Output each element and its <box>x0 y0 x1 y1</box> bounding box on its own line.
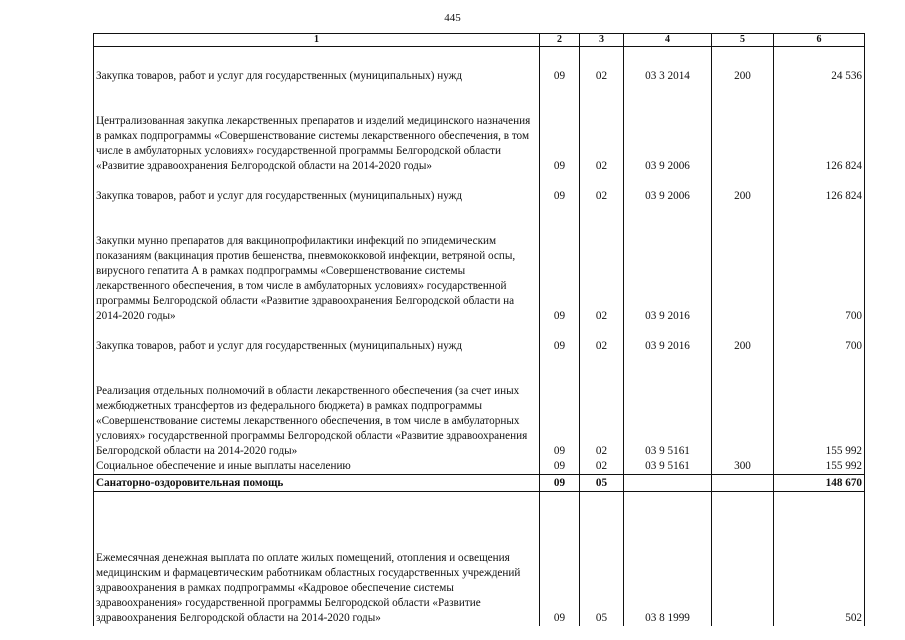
row-section-code: 09 <box>540 69 580 84</box>
row-section-code: 09 <box>540 521 580 626</box>
row-amount: 24 536 <box>774 69 865 84</box>
row-expense-type <box>712 474 774 491</box>
row-subsection-code <box>580 204 624 219</box>
row-amount <box>774 47 865 69</box>
row-amount: 700 <box>774 324 865 354</box>
row-expense-type: 300 <box>712 459 774 475</box>
row-section-code <box>540 204 580 219</box>
row-name <box>94 47 540 69</box>
table-row <box>94 84 865 174</box>
row-name: Закупка товаров, работ и услуг для государственных (муниципальных) нужд <box>94 69 540 84</box>
row-expense-type <box>712 521 774 626</box>
row-name: Реализация отдельных полномочий в области лекарственного обеспечения (за счет иных межбюджетных трансфертов из федерального бюджета) в рамках подпрограммы «Совершенствование системы лекарственного обеспечения, в том числе в амбулаторных условиях» государственной программы Белгородской области «Развитие здравоохранения Белгородской области на 2014-2020 годы» <box>94 354 540 459</box>
row-amount: 155 992 <box>774 354 865 459</box>
row-section-code: 09 <box>540 474 580 491</box>
row-amount: 126 824 <box>774 84 865 174</box>
row-name <box>94 204 540 219</box>
row-target-article: 03 9 2016 <box>624 219 712 324</box>
row-target-article <box>624 204 712 219</box>
row-subsection-code: 02 <box>580 69 624 84</box>
row-target-article <box>624 474 712 491</box>
row-amount <box>774 204 865 219</box>
table-row <box>94 204 865 219</box>
table-row <box>94 219 865 324</box>
header-col-6: 6 <box>774 34 865 47</box>
row-section-code: 09 <box>540 354 580 459</box>
row-section-code: 09 <box>540 459 580 475</box>
row-target-article: 03 9 2006 <box>624 189 712 204</box>
row-amount: 502 <box>774 521 865 626</box>
header-col-2: 2 <box>540 34 580 47</box>
row-name: Централизованная закупка лекарственных препаратов и изделий медицинского назначения в рамках подпрограммы «Совершенствование системы лекарственного обеспечения, в том числе в амбулаторных условиях» государственной программы Белгородской области «Развитие здравоохранения Белгородской области на 2014-2020 годы» <box>94 84 540 174</box>
row-subsection-code: 05 <box>580 474 624 491</box>
row-name <box>94 174 540 189</box>
row-section-code: 09 <box>540 324 580 354</box>
row-target-article: 03 9 2006 <box>624 84 712 174</box>
row-section-code: 09 <box>540 189 580 204</box>
row-subsection-code <box>580 174 624 189</box>
row-expense-type <box>712 174 774 189</box>
row-target-article: 03 8 1999 <box>624 521 712 626</box>
row-subsection-code: 02 <box>580 189 624 204</box>
row-target-article <box>624 174 712 189</box>
row-name: Закупки мунно препаратов для вакцинопрофилактики инфекций по эпидемическим показаниям (вакцинация против бешенства, пневмококковой инфекции, ветряной оспы, вирусного гепатита А в рамках подпрограммы «Совершенствование системы лекарственного обеспечения, в том числе в амбулаторных условиях» государственной программы Белгородской области «Развитие здравоохранения Белгородской области на 2014-2020 годы» <box>94 219 540 324</box>
row-subsection-code: 02 <box>580 84 624 174</box>
table-row <box>94 459 865 475</box>
row-amount: 155 992 <box>774 459 865 475</box>
row-amount: 126 824 <box>774 189 865 204</box>
row-section-code <box>540 174 580 189</box>
row-expense-type: 200 <box>712 189 774 204</box>
row-target-article: 03 9 5161 <box>624 354 712 459</box>
row-expense-type <box>712 354 774 459</box>
row-expense-type <box>712 491 774 521</box>
table-row <box>94 521 865 626</box>
row-amount <box>774 174 865 189</box>
row-name <box>94 491 540 521</box>
row-subsection-code: 02 <box>580 219 624 324</box>
row-amount: 148 670 <box>774 474 865 491</box>
row-expense-type: 200 <box>712 69 774 84</box>
row-target-article <box>624 491 712 521</box>
header-col-1: 1 <box>94 34 540 47</box>
table-row <box>94 324 865 354</box>
row-section-code <box>540 491 580 521</box>
page-number: 445 <box>444 12 461 24</box>
row-name: Ежемесячная денежная выплата по оплате жилых помещений, отопления и освещения медицинским и фармацевтическим работникам областных государственных учреждений здравоохранения в рамках подпрограммы «Кадровое обеспечение системы здравоохранения» государственной программы Белгородской области «Развитие здравоохранения Белгородской области на 2014-2020 годы» <box>94 521 540 626</box>
row-section-code: 09 <box>540 219 580 324</box>
header-col-5: 5 <box>712 34 774 47</box>
row-expense-type <box>712 204 774 219</box>
header-col-4: 4 <box>624 34 712 47</box>
row-subsection-code: 02 <box>580 354 624 459</box>
table-header-row <box>94 34 865 47</box>
row-subsection-code: 05 <box>580 521 624 626</box>
row-expense-type <box>712 47 774 69</box>
row-section-code: 09 <box>540 84 580 174</box>
row-name: Санаторно-оздоровительная помощь <box>94 474 540 491</box>
row-subsection-code: 02 <box>580 459 624 475</box>
row-target-article: 03 9 5161 <box>624 459 712 475</box>
table-row <box>94 69 865 84</box>
row-target-article: 03 3 2014 <box>624 69 712 84</box>
header-col-3: 3 <box>580 34 624 47</box>
row-expense-type <box>712 219 774 324</box>
row-subsection-code <box>580 491 624 521</box>
row-target-article: 03 9 2016 <box>624 324 712 354</box>
table-row <box>94 174 865 189</box>
row-expense-type <box>712 84 774 174</box>
row-name: Социальное обеспечение и иные выплаты населению <box>94 459 540 475</box>
row-section-code <box>540 47 580 69</box>
row-subsection-code <box>580 47 624 69</box>
table-row <box>94 491 865 521</box>
row-subsection-code: 02 <box>580 324 624 354</box>
table-row <box>94 47 865 69</box>
table-row <box>94 189 865 204</box>
row-expense-type: 200 <box>712 324 774 354</box>
row-name: Закупка товаров, работ и услуг для государственных (муниципальных) нужд <box>94 189 540 204</box>
row-amount: 700 <box>774 219 865 324</box>
table-body <box>94 47 865 627</box>
table-row <box>94 474 865 491</box>
budget-table <box>93 33 865 626</box>
row-amount <box>774 491 865 521</box>
table-row <box>94 354 865 459</box>
row-target-article <box>624 47 712 69</box>
row-name: Закупка товаров, работ и услуг для государственных (муниципальных) нужд <box>94 324 540 354</box>
